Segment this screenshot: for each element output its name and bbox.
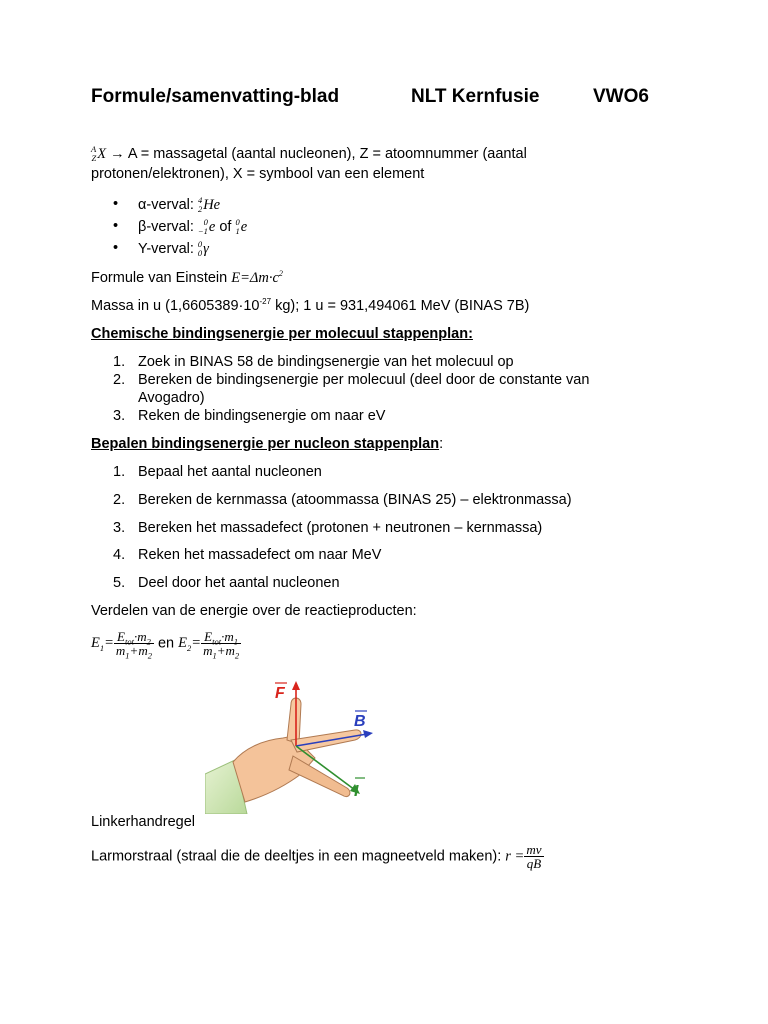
- nuclide-notation: A Z: [91, 144, 97, 163]
- current-label: I: [354, 783, 359, 800]
- level-title: VWO6: [593, 86, 649, 107]
- subject-title: NLT Kernfusie: [411, 86, 540, 107]
- bullet-icon: •: [113, 218, 119, 234]
- left-hand-rule-caption: Linkerhandregel: [91, 814, 195, 830]
- energy-distribution-label: Verdelen van de energie over de reactieproducten:: [91, 603, 417, 619]
- field-label: B: [354, 713, 366, 730]
- page-title: Formule/samenvatting-blad: [91, 86, 340, 107]
- larmor-formula: Larmorstraal (straal die de deeltjes in een magneetveld maken): r = $\frac{mv}{qB}$: [91, 842, 542, 871]
- thumb-shape: [287, 698, 301, 744]
- section-heading-nucleon: Bepalen bindingsenergie per nucleon stappenplan:: [91, 436, 444, 452]
- mass-unit-line: Massa in u ($1,6605389\cdot 10^{-27}$ kg); 1 u = 931,494061 MeV (BINAS 7B): [91, 297, 530, 314]
- field-arrowhead: [363, 730, 373, 738]
- section-heading-chemical: Chemische bindingsenergie per molecuul stappenplan:: [91, 326, 473, 342]
- notation-line: A ZX → A = massagetal (aantal nucleonen), Z = atoomnummer (aantal: [91, 144, 527, 163]
- arrow-icon: →: [110, 145, 125, 162]
- bullet-icon: •: [113, 196, 119, 212]
- energy-distribution-formula: $E_1=$ $\frac{E_{tot}\cdot m_2}{m_1+m_2}$ en $E_2=$ $\frac{E_{tot}\cdot m_1}{m_1+m_2}$: [91, 629, 240, 661]
- force-label: F: [275, 685, 285, 702]
- einstein-formula: Formule van Einstein $E=\Delta m\cdot c^2$: [91, 269, 283, 286]
- bullet-icon: •: [113, 240, 119, 256]
- notation-line-2: protonen/elektronen), X = symbool van een element: [91, 166, 425, 182]
- left-hand-rule-illustration: [205, 678, 385, 814]
- force-arrowhead: [292, 681, 300, 690]
